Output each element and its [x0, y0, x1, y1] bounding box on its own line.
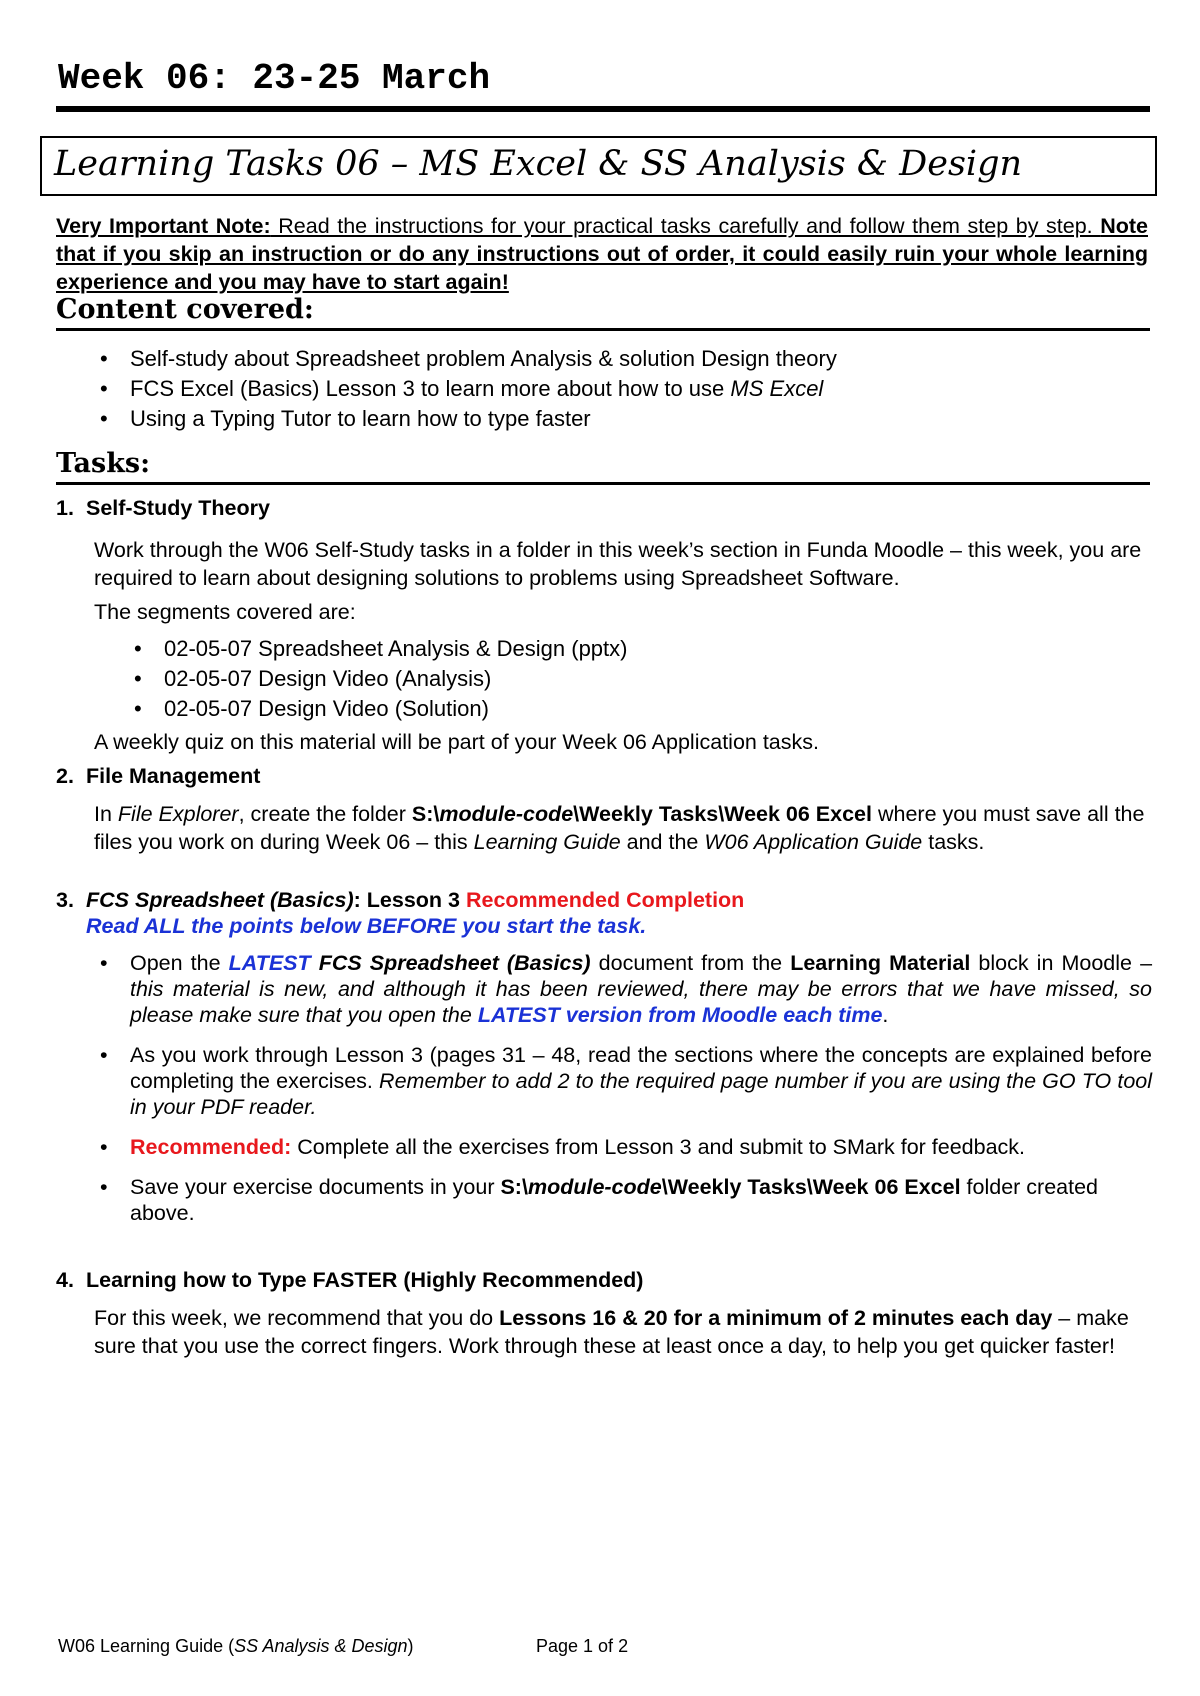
bullet-icon: •	[134, 696, 142, 721]
task-number: 1.	[56, 496, 74, 520]
text-run: Remember to add 2 to the required page number if you are using the GO TO tool in your PDF reader.	[130, 1069, 1153, 1119]
text-run: SS Analysis & Design	[234, 1636, 408, 1656]
bullet-icon: •	[100, 951, 108, 975]
text-run: Complete all the exercises from Lesson 3 and submit to SMark for feedback.	[291, 1135, 1026, 1159]
list-item-text: Self-study about Spreadsheet problem Analysis & solution Design theory	[130, 346, 837, 371]
list-item	[94, 950, 1152, 1028]
text-run: W06 Application Guide	[704, 830, 923, 854]
task-3-title	[56, 888, 744, 913]
text-run: folder created above.	[130, 1175, 1099, 1225]
list-item-text: Using a Typing Tutor to learn how to type faster	[130, 406, 591, 431]
list-item-text: 02-05-07 Design Video (Solution)	[164, 696, 489, 721]
text-run: and the	[620, 830, 705, 854]
task-2-title	[56, 764, 260, 789]
list-item-emphasis: MS Excel	[730, 376, 824, 401]
bullet-icon: •	[100, 1135, 108, 1159]
tasks-heading: Tasks:	[56, 448, 151, 479]
task-1-title	[56, 496, 270, 521]
bullet-icon: •	[100, 1175, 108, 1199]
bullet-icon: •	[100, 406, 108, 431]
footer-page-number: Page 1 of 2	[536, 1636, 629, 1656]
text-run: )	[407, 1636, 414, 1656]
folder-path-drive: S:\	[411, 802, 440, 826]
text-run: .	[882, 1003, 889, 1027]
note-label: Very Important Note:	[56, 214, 271, 238]
task-3-subtitle: Read ALL the points below BEFORE you start the task.	[86, 914, 647, 938]
list-item	[128, 634, 1148, 664]
bullet-icon: •	[134, 636, 142, 661]
task-number: 3.	[56, 888, 74, 912]
latest-version-label: LATEST version from Moodle each time	[477, 1003, 883, 1027]
recommended-label: Recommended:	[130, 1135, 292, 1159]
task-title-text: : Lesson 3	[353, 888, 466, 912]
task-1-paragraph: Work through the W06 Self-Study tasks in a folder in this week’s section in Funda Moodle – this week, you are required to learn about designing solutions to problems using Spreadsheet Software.	[94, 538, 1142, 590]
bullet-icon: •	[134, 666, 142, 691]
text-run: Save your exercise documents in your	[130, 1175, 501, 1199]
task-1-segments-intro: The segments covered are:	[94, 600, 356, 624]
task-4-paragraph	[94, 1304, 1152, 1360]
task-title-em: FCS Spreadsheet (Basics)	[86, 888, 354, 912]
task-number: 2.	[56, 764, 74, 788]
text-run: block in Moodle –	[970, 951, 1153, 975]
list-item	[94, 1042, 1152, 1120]
bullet-icon: •	[100, 376, 108, 401]
folder-path-drive: S:\	[500, 1175, 528, 1199]
text-run: As you work through Lesson 3 (pages 31 – 48, read the sections where the concepts are explained before completing the exercises.	[130, 1043, 1152, 1093]
page-title: Learning Tasks 06 – MS Excel & SS Analysis & Design	[54, 144, 1023, 184]
text-run: this material is new, and although it has been reviewed, there may be errors that we have missed, so please make sure that you open the	[130, 977, 1152, 1027]
bullet-icon: •	[100, 1043, 108, 1067]
text-run: In	[94, 802, 118, 826]
task-title-text: Self-Study Theory	[86, 496, 270, 520]
task-1-segments-list	[128, 634, 1148, 724]
text-run: FCS Spreadsheet (Basics)	[310, 951, 591, 975]
latest-label: LATEST	[228, 951, 311, 975]
text-run: W06 Learning Guide (	[58, 1636, 235, 1656]
text-run: , create the folder	[238, 802, 412, 826]
task-2-paragraph	[94, 800, 1152, 856]
text-run: where you must save all the files you work on during Week 06 – this	[94, 802, 1145, 854]
text-run: Learning Material	[790, 951, 971, 975]
list-item	[94, 1174, 1152, 1226]
list-item	[94, 374, 1152, 404]
task-1-quiz-note: A weekly quiz on this material will be part of your Week 06 Application tasks.	[94, 730, 819, 754]
task-4-title	[56, 1268, 643, 1293]
text-run: Open the	[130, 951, 229, 975]
important-note	[56, 212, 1148, 296]
text-run: tasks.	[922, 830, 985, 854]
folder-path-module: module-code	[439, 802, 574, 826]
list-item	[128, 694, 1148, 724]
folder-path-rest: \Weekly Tasks\Week 06 Excel	[573, 802, 872, 826]
list-item	[94, 344, 1152, 374]
list-item	[94, 1134, 1152, 1160]
task-number: 4.	[56, 1268, 74, 1292]
tasks-rule	[56, 482, 1150, 485]
text-run: Lessons 16 & 20 for a minimum of 2 minutes each day	[499, 1306, 1053, 1330]
list-item	[128, 664, 1148, 694]
content-covered-rule	[56, 328, 1150, 331]
note-warning: Note that if you skip an instruction or do any instructions out of order, it could easily ruin your whole learning experience and you may have to start again!	[56, 214, 1148, 294]
list-item-text: 02-05-07 Spreadsheet Analysis & Design (pptx)	[164, 636, 628, 661]
footer-doc-title	[58, 1636, 414, 1657]
task-title-text: File Management	[86, 764, 261, 788]
folder-path-module: module-code	[527, 1175, 662, 1199]
text-run: For this week, we recommend that you do	[94, 1306, 500, 1330]
text-run: Learning Guide	[473, 830, 621, 854]
list-item	[94, 404, 1152, 434]
week-title: Week 06: 23-25 March	[58, 58, 491, 99]
task-title-text: Learning how to Type FASTER (Highly Recommended)	[86, 1268, 644, 1292]
content-covered-heading: Content covered:	[56, 294, 314, 325]
text-run: File Explorer	[117, 802, 239, 826]
header-rule	[56, 106, 1150, 112]
recommended-completion-label: Recommended Completion	[465, 888, 745, 912]
text-run: document from the	[590, 951, 791, 975]
folder-path-rest: \Weekly Tasks\Week 06 Excel	[661, 1175, 961, 1199]
text-run: – make sure that you use the correct fingers. Work through these at least once a day, to help you get quicker faster!	[94, 1306, 1129, 1358]
task-3-list	[94, 950, 1152, 1226]
note-text: Read the instructions for your practical tasks carefully and follow them step by step.	[270, 214, 1101, 238]
content-covered-list	[94, 344, 1152, 434]
list-item-text: FCS Excel (Basics) Lesson 3 to learn more about how to use	[130, 376, 731, 401]
bullet-icon: •	[100, 346, 108, 371]
list-item-text: 02-05-07 Design Video (Analysis)	[164, 666, 492, 691]
